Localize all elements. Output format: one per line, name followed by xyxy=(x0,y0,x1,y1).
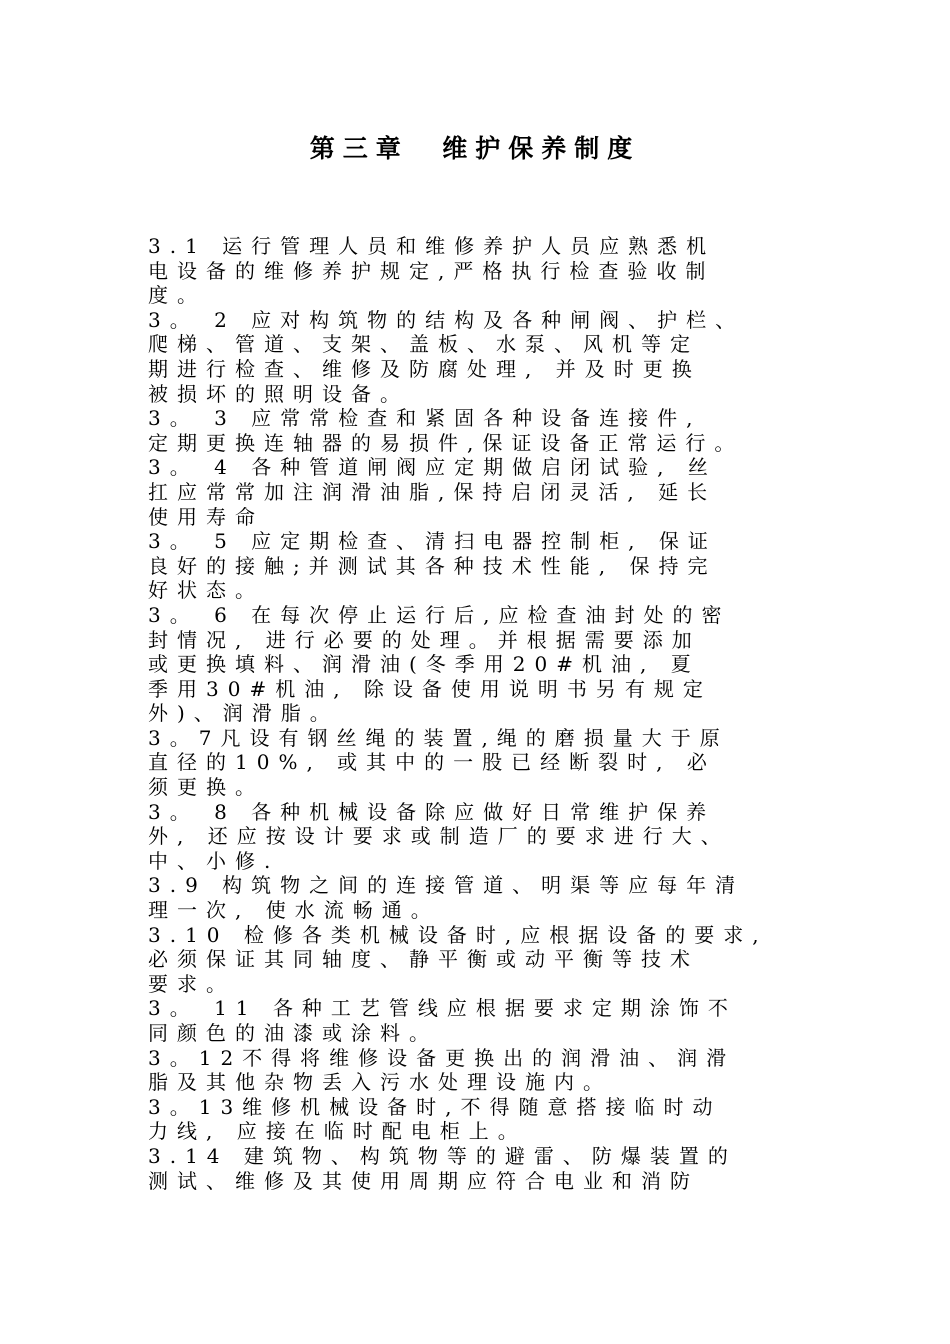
text-line: 电设备的维修养护规定,严格执行检查验收制 xyxy=(148,258,715,283)
text-line: 3。 11 各种工艺管线应根据要求定期涂饰不 xyxy=(148,996,737,1021)
text-line: 期进行检查、维修及防腐处理, 并及时更换 xyxy=(148,356,701,381)
text-line: 3.10 检修各类机械设备时,应根据设备的要求, xyxy=(148,922,768,947)
text-line: 使用寿命 xyxy=(148,504,264,529)
text-line: 同颜色的油漆或涂料。 xyxy=(148,1021,438,1045)
text-line: 外)、润滑脂。 xyxy=(148,701,339,726)
text-line: 定期更换连轴器的易损件,保证设备正常运行。 xyxy=(148,430,744,455)
text-line: 好状态。 xyxy=(148,578,264,603)
text-line: 爬梯、管道、支架、盖板、水泵、风机等定 xyxy=(148,332,699,357)
text-line: 理一次, 使水流畅通。 xyxy=(148,898,440,923)
text-line: 3.14 建筑物、构筑物等的避雷、防爆装置的 xyxy=(148,1143,737,1168)
text-line: 或更换填料、润滑油(冬季用20#机油, 夏 xyxy=(148,652,700,677)
text-line: 3。7凡设有钢丝绳的装置,绳的磨损量大于原 xyxy=(148,725,729,750)
text-line: 外, 还应按设计要求或制造厂的要求进行大、 xyxy=(148,824,730,849)
text-line: 季用30#机油, 除设备使用说明书另有规定 xyxy=(148,676,712,701)
text-line: 3.1 运行管理人员和维修养护人员应熟悉机 xyxy=(148,234,716,258)
text-line: 必须保证其同轴度、静平衡或动平衡等技术 xyxy=(148,947,699,972)
text-line: 度。 xyxy=(148,283,206,308)
text-line: 3.9 构筑物之间的连接管道、明渠等应每年清 xyxy=(148,873,745,898)
text-line: 扛应常常加注润滑油脂,保持启闭灵活, 延长 xyxy=(148,479,717,504)
text-line: 封情况, 进行必要的处理。并根据需要添加 xyxy=(148,627,701,652)
text-line: 3。 8 各种机械设备除应做好日常维护保养 xyxy=(148,799,716,824)
text-line: 3。 4 各种管道闸阀应定期做启闭试验, 丝 xyxy=(148,455,717,480)
text-line: 3。 3 应常常检查和紧固各种设备连接件, xyxy=(148,406,702,431)
text-line: 测试、维修及其使用周期应符合电业和消防 xyxy=(148,1168,699,1193)
body-text xyxy=(148,234,828,1193)
text-line: 3。 5 应定期检查、清扫电器控制柜, 保证 xyxy=(148,529,717,554)
text-line: 良好的接触;并测试其各种技术性能, 保持完 xyxy=(148,553,717,578)
text-line: 被损坏的照明设备。 xyxy=(148,381,409,406)
text-line: 3。 6 在每次停止运行后,应检查油封处的密 xyxy=(148,602,731,627)
text-line: 3。13维修机械设备时,不得随意搭接临时动 xyxy=(148,1094,722,1119)
text-line: 中、小修. xyxy=(148,848,280,873)
text-line: 3。12不得将维修设备更换出的润滑油、润滑 xyxy=(148,1045,736,1070)
text-line: 力线, 应接在临时配电柜上。 xyxy=(148,1119,527,1144)
text-line: 3。 2 应对构筑物的结构及各种闸阀、护栏、 xyxy=(148,307,745,332)
text-line: 须更换。 xyxy=(148,775,264,800)
text-line: 脂及其他杂物丢入污水处理设施内。 xyxy=(148,1070,612,1095)
text-line: 要求。 xyxy=(148,971,235,996)
chapter-title: 第三章 维护保养制度 xyxy=(309,134,641,163)
text-line: 直径的10%, 或其中的一股已经断裂时, 必 xyxy=(148,750,716,775)
